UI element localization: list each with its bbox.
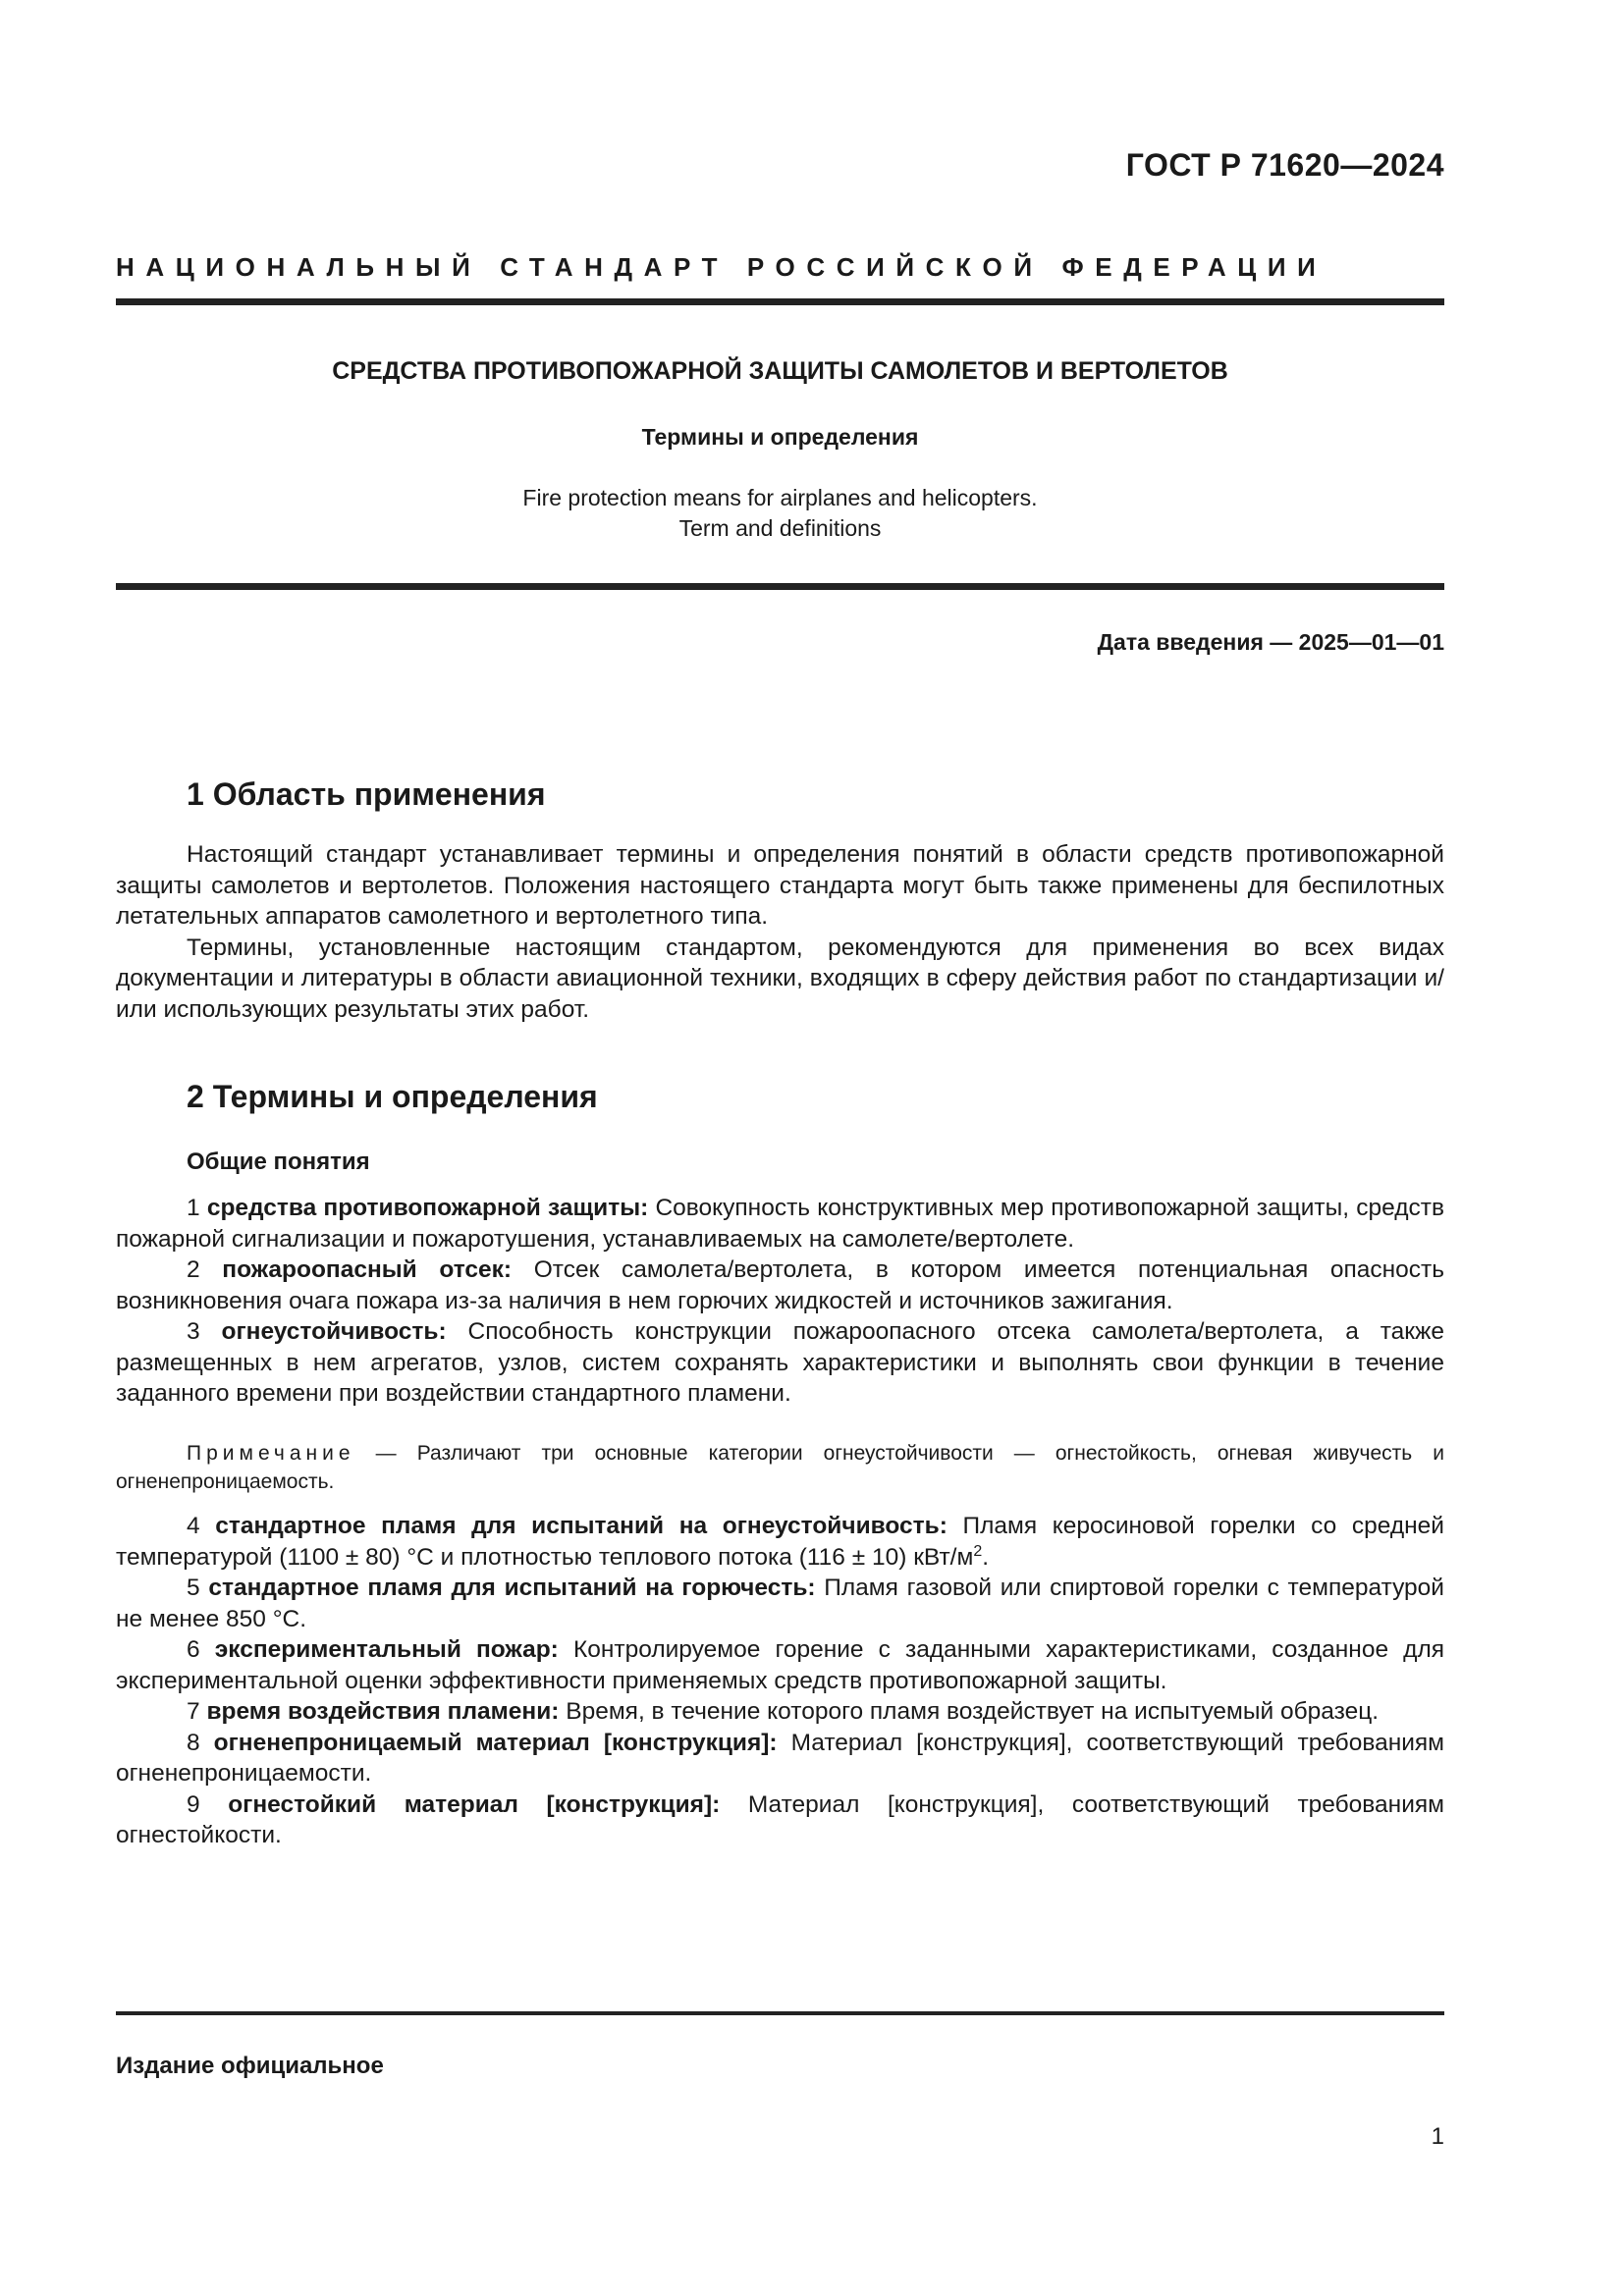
paragraph: Настоящий стандарт устанавливает термины и определения понятий в области средств противопожарной защиты самолетов и вертолетов. Положения настоящего стандарта могут быть также применены для беспилотных летательных аппаратов самолетного и вертолетного типа. — [116, 841, 1444, 930]
term-entry — [116, 1789, 1444, 1851]
note-text: — Различают три основные категории огнеустойчивости — огнестойкость, огневая живучесть и огненепроницаемость. — [116, 1442, 1444, 1493]
term-number: 6 — [187, 1636, 200, 1663]
introduction-date: Дата введения — 2025—01—01 — [1097, 629, 1444, 655]
term-number: 2 — [187, 1256, 200, 1283]
terms-block-1 — [116, 1193, 1444, 1410]
national-standard-banner: НАЦИОНАЛЬНЫЙ СТАНДАРТ РОССИЙСКОЙ ФЕДЕРАЦИИ — [116, 252, 1327, 282]
term-number: 3 — [187, 1318, 200, 1345]
term: пожароопасный отсек: — [222, 1256, 513, 1283]
english-title-line-2: Term and definitions — [678, 515, 882, 541]
term-entry — [116, 1255, 1444, 1316]
term: огнестойкий материал [конструкция]: — [228, 1790, 721, 1818]
term-definition: Пламя керосиновой горелки со средней температурой (1100 ± 80) °С и плотностью теплового потока (116 ± 10) кВт/м — [116, 1513, 1444, 1571]
term: огненепроницаемый материал [конструкция]: — [213, 1729, 778, 1756]
term-definition: Пламя газовой или спиртовой горелки с температурой не менее 850 °С. — [116, 1575, 1444, 1632]
term-number: 1 — [187, 1195, 200, 1221]
superscript: 2 — [973, 1542, 983, 1560]
english-title-line-1: Fire protection means for airplanes and helicopters. — [522, 485, 1038, 510]
terms-block-2 — [116, 1511, 1444, 1851]
subsection-heading: Общие понятия — [187, 1148, 370, 1175]
term-definition: Контролируемое горение с заданными характеристиками, созданное для экспериментальной оценки эффективности применяемых средств противопожарной защиты. — [116, 1636, 1445, 1694]
note-label: Примечание — [187, 1442, 355, 1465]
section-1-body — [116, 839, 1444, 1025]
term-definition: Материал [конструкция], соответствующий требованиям огнестойкости. — [116, 1790, 1444, 1848]
standard-number: ГОСТ Р 71620—2024 — [1125, 147, 1444, 183]
term-entry — [116, 1696, 1444, 1728]
term-definition: Совокупность конструктивных мер противопожарной защиты, средств пожарной сигнализации и пожаротушения, устанавливаемых на самолете/вертолете. — [116, 1195, 1444, 1253]
title-rule — [116, 583, 1444, 590]
term-entry — [116, 1728, 1444, 1789]
term-entry — [116, 1193, 1444, 1255]
term-number: 9 — [187, 1790, 200, 1818]
term-entry — [116, 1316, 1444, 1410]
term: огнеустойчивость: — [221, 1318, 447, 1345]
term-number: 4 — [187, 1513, 200, 1539]
term-entry — [116, 1573, 1444, 1634]
top-rule — [116, 298, 1444, 305]
section-1-heading: 1 Область применения — [187, 776, 546, 812]
term-definition: Отсек самолета/вертолета, в котором имеется потенциальная опасность возникновения очага пожара из-за наличия в нем горючих жидкостей и источников зажигания. — [116, 1256, 1445, 1314]
page-number: 1 — [1431, 2123, 1444, 2150]
english-title — [116, 483, 1444, 544]
section-2-heading: 2 Термины и определения — [187, 1079, 598, 1114]
document-title: СРЕДСТВА ПРОТИВОПОЖАРНОЙ ЗАЩИТЫ САМОЛЕТОВ И ВЕРТОЛЕТОВ — [332, 357, 1228, 385]
term-number: 8 — [187, 1729, 200, 1756]
official-edition-label: Издание официальное — [116, 2053, 384, 2079]
term-definition: Способность конструкции пожароопасного отсека самолета/вертолета, а также размещенных в нем агрегатов, узлов, систем сохранять характеристики и выполнять свои функции в течение заданного времени при воздействии стандартного пламени. — [116, 1318, 1445, 1407]
term-number: 5 — [187, 1575, 200, 1601]
paragraph: Термины, установленные настоящим стандартом, рекомендуются для применения во всех видах документации и литературы в области авиационной техники, входящих в сферу действия работ по стандартизации и/или использующих результаты этих работ. — [116, 934, 1444, 1023]
term-entry — [116, 1511, 1444, 1573]
term: стандартное пламя для испытаний на горючесть: — [208, 1575, 816, 1601]
term: время воздействия пламени: — [206, 1698, 560, 1725]
term: средства противопожарной защиты: — [206, 1195, 649, 1221]
note — [116, 1439, 1444, 1496]
term-number: 7 — [187, 1698, 200, 1725]
document-subtitle: Термины и определения — [641, 424, 919, 450]
term: экспериментальный пожар: — [214, 1636, 559, 1663]
term-entry — [116, 1634, 1444, 1696]
term-definition: Материал [конструкция], соответствующий требованиям огненепроницаемости. — [116, 1729, 1445, 1787]
term: стандартное пламя для испытаний на огнеустойчивость: — [215, 1513, 947, 1539]
term-definition: Время, в течение которого пламя воздействует на испытуемый образец. — [566, 1698, 1380, 1725]
term-definition-end: . — [982, 1543, 990, 1571]
footer-rule — [116, 2011, 1444, 2015]
